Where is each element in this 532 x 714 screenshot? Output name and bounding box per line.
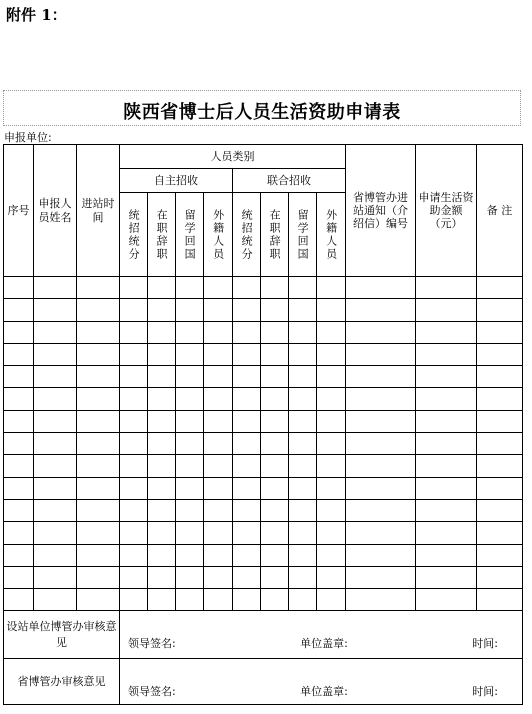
table-cell[interactable] [317, 589, 346, 611]
table-cell[interactable] [34, 433, 77, 455]
table-cell[interactable] [261, 277, 289, 299]
table-cell[interactable] [148, 366, 176, 388]
table-cell[interactable] [261, 299, 289, 321]
table-cell[interactable] [34, 499, 77, 521]
table-cell[interactable] [346, 343, 416, 365]
table-cell[interactable] [289, 299, 317, 321]
subcol-header: 留学回国 [176, 193, 204, 277]
table-cell[interactable] [204, 544, 233, 566]
table-cell[interactable] [176, 477, 204, 499]
table-cell[interactable] [4, 433, 34, 455]
table-cell[interactable] [34, 544, 77, 566]
table-cell[interactable] [346, 477, 416, 499]
table-row [4, 589, 523, 611]
table-cell[interactable] [77, 299, 120, 321]
header-joint-recruit: 联合招收 [233, 169, 346, 193]
table-cell[interactable] [289, 321, 317, 343]
table-cell[interactable] [477, 433, 523, 455]
table-cell[interactable] [4, 566, 34, 588]
table-cell[interactable] [4, 455, 34, 477]
table-cell[interactable] [261, 589, 289, 611]
table-cell[interactable] [176, 566, 204, 588]
table-cell[interactable] [204, 299, 233, 321]
table-cell[interactable] [346, 455, 416, 477]
subcol-header: 在职辞职 [261, 193, 289, 277]
table-cell[interactable] [176, 589, 204, 611]
table-cell[interactable] [416, 589, 477, 611]
table-cell[interactable] [233, 522, 261, 544]
table-cell[interactable] [261, 343, 289, 365]
table-cell[interactable] [77, 477, 120, 499]
table-cell[interactable] [120, 410, 148, 432]
table-cell[interactable] [261, 522, 289, 544]
table-cell[interactable] [317, 499, 346, 521]
table-cell[interactable] [77, 522, 120, 544]
table-cell[interactable] [204, 366, 233, 388]
table-cell[interactable] [204, 343, 233, 365]
table-cell[interactable] [148, 455, 176, 477]
table-cell[interactable] [346, 410, 416, 432]
table-cell[interactable] [34, 410, 77, 432]
table-cell[interactable] [176, 388, 204, 410]
table-cell[interactable] [477, 299, 523, 321]
table-cell[interactable] [416, 366, 477, 388]
table-cell[interactable] [120, 544, 148, 566]
table-cell[interactable] [416, 388, 477, 410]
table-cell[interactable] [233, 566, 261, 588]
table-cell[interactable] [148, 522, 176, 544]
time-label: 时间: [472, 685, 498, 699]
table-cell[interactable] [120, 433, 148, 455]
table-cell[interactable] [289, 544, 317, 566]
subcol-header: 外籍人员 [204, 193, 233, 277]
table-cell[interactable] [4, 522, 34, 544]
table-cell[interactable] [4, 321, 34, 343]
table-cell[interactable] [4, 277, 34, 299]
unit-seal-label: 单位盖章: [300, 685, 348, 699]
header-row-1 [4, 145, 523, 169]
table-cell[interactable] [289, 277, 317, 299]
table-cell[interactable] [233, 410, 261, 432]
table-cell[interactable] [176, 410, 204, 432]
table-cell[interactable] [204, 477, 233, 499]
table-cell[interactable] [261, 388, 289, 410]
table-cell[interactable] [346, 566, 416, 588]
province-review-label: 省博管办审核意见 [4, 659, 120, 705]
table-cell[interactable] [4, 589, 34, 611]
header-amount: 申请生活资助金额（元） [416, 145, 477, 277]
table-row [4, 388, 523, 410]
subcol-header: 外籍人员 [317, 193, 346, 277]
table-cell[interactable] [120, 343, 148, 365]
table-cell[interactable] [120, 299, 148, 321]
table-cell[interactable] [120, 566, 148, 588]
table-cell[interactable] [416, 566, 477, 588]
table-cell[interactable] [176, 433, 204, 455]
table-cell[interactable] [148, 277, 176, 299]
table-cell[interactable] [34, 277, 77, 299]
table-cell[interactable] [204, 388, 233, 410]
table-cell[interactable] [416, 321, 477, 343]
table-cell[interactable] [34, 343, 77, 365]
table-cell[interactable] [77, 589, 120, 611]
subcol-header: 在职辞职 [148, 193, 176, 277]
table-cell[interactable] [346, 522, 416, 544]
table-cell[interactable] [233, 499, 261, 521]
table-cell[interactable] [34, 589, 77, 611]
table-cell[interactable] [289, 433, 317, 455]
table-cell[interactable] [261, 544, 289, 566]
table-cell[interactable] [120, 499, 148, 521]
table-cell[interactable] [148, 433, 176, 455]
table-cell[interactable] [477, 366, 523, 388]
table-cell[interactable] [477, 388, 523, 410]
table-cell[interactable] [317, 277, 346, 299]
header-remarks: 备 注 [477, 145, 523, 277]
table-cell[interactable] [477, 277, 523, 299]
table-cell[interactable] [416, 299, 477, 321]
table-cell[interactable] [477, 477, 523, 499]
table-cell[interactable] [176, 277, 204, 299]
table-cell[interactable] [317, 343, 346, 365]
table-cell[interactable] [176, 544, 204, 566]
table-cell[interactable] [346, 321, 416, 343]
table-cell[interactable] [4, 388, 34, 410]
table-cell[interactable] [120, 589, 148, 611]
subcol-header: 留学回国 [289, 193, 317, 277]
table-cell[interactable] [317, 522, 346, 544]
table-row [4, 566, 523, 588]
table-cell[interactable] [233, 544, 261, 566]
table-row [4, 499, 523, 521]
table-cell[interactable] [120, 366, 148, 388]
subcol-header: 统招统分 [233, 193, 261, 277]
attachment-label: 附件 1： [6, 6, 67, 24]
table-row [4, 522, 523, 544]
unit-seal-label: 单位盖章: [300, 637, 348, 651]
header-notice-no: 省博管办进站通知（介绍信）编号 [346, 145, 416, 277]
table-cell[interactable] [204, 277, 233, 299]
table-row [4, 366, 523, 388]
footer-province-review-row [4, 659, 523, 705]
table-cell[interactable] [204, 455, 233, 477]
table-cell[interactable] [176, 321, 204, 343]
table-cell[interactable] [289, 522, 317, 544]
table-cell[interactable] [34, 566, 77, 588]
table-cell[interactable] [289, 343, 317, 365]
table-cell[interactable] [416, 277, 477, 299]
table-cell[interactable] [120, 277, 148, 299]
table-cell[interactable] [317, 321, 346, 343]
table-cell[interactable] [477, 566, 523, 588]
table-cell[interactable] [148, 410, 176, 432]
table-cell[interactable] [317, 455, 346, 477]
table-cell[interactable] [120, 455, 148, 477]
table-cell[interactable] [416, 522, 477, 544]
province-review-sign-area[interactable] [120, 659, 523, 705]
table-cell[interactable] [4, 499, 34, 521]
table-cell[interactable] [477, 410, 523, 432]
table-cell[interactable] [317, 366, 346, 388]
subcol-header: 统招统分 [120, 193, 148, 277]
table-cell[interactable] [34, 522, 77, 544]
table-cell[interactable] [346, 277, 416, 299]
table-cell[interactable] [120, 321, 148, 343]
table-cell[interactable] [416, 433, 477, 455]
table-cell[interactable] [233, 433, 261, 455]
table-cell[interactable] [77, 277, 120, 299]
table-cell[interactable] [261, 433, 289, 455]
table-cell[interactable] [289, 455, 317, 477]
table-cell[interactable] [416, 343, 477, 365]
table-cell[interactable] [4, 343, 34, 365]
table-cell[interactable] [148, 499, 176, 521]
table-cell[interactable] [148, 589, 176, 611]
table-cell[interactable] [34, 321, 77, 343]
table-cell[interactable] [233, 455, 261, 477]
table-cell[interactable] [204, 410, 233, 432]
table-cell[interactable] [289, 499, 317, 521]
table-row [4, 343, 523, 365]
table-cell[interactable] [4, 299, 34, 321]
station-review-label: 设站单位博管办审核意见 [4, 611, 120, 659]
table-cell[interactable] [261, 455, 289, 477]
header-applicant-name: 申报人员姓名 [34, 145, 77, 277]
table-cell[interactable] [416, 455, 477, 477]
table-cell[interactable] [261, 321, 289, 343]
unit-label: 申报单位: [4, 131, 52, 144]
table-cell[interactable] [317, 477, 346, 499]
table-cell[interactable] [477, 321, 523, 343]
header-category: 人员类别 [120, 145, 346, 169]
table-cell[interactable] [77, 388, 120, 410]
table-cell[interactable] [346, 299, 416, 321]
table-row [4, 277, 523, 299]
table-cell[interactable] [4, 477, 34, 499]
table-row [4, 321, 523, 343]
table-cell[interactable] [233, 477, 261, 499]
table-row [4, 299, 523, 321]
table-cell[interactable] [317, 410, 346, 432]
table-cell[interactable] [148, 388, 176, 410]
table-cell[interactable] [477, 455, 523, 477]
table-cell[interactable] [34, 477, 77, 499]
table-cell[interactable] [148, 544, 176, 566]
table-cell[interactable] [148, 299, 176, 321]
table-cell[interactable] [416, 544, 477, 566]
footer-station-review-row [4, 611, 523, 659]
table-cell[interactable] [289, 589, 317, 611]
table-cell[interactable] [261, 477, 289, 499]
table-row [4, 410, 523, 432]
table-cell[interactable] [77, 544, 120, 566]
table-cell[interactable] [4, 544, 34, 566]
table-cell[interactable] [416, 477, 477, 499]
table-cell[interactable] [34, 455, 77, 477]
table-cell[interactable] [77, 410, 120, 432]
table-cell[interactable] [77, 321, 120, 343]
leader-sign-label: 领导签名: [128, 637, 176, 651]
table-cell[interactable] [176, 455, 204, 477]
table-cell[interactable] [289, 410, 317, 432]
table-cell[interactable] [416, 410, 477, 432]
table-cell[interactable] [148, 477, 176, 499]
table-cell[interactable] [77, 343, 120, 365]
station-review-sign-area[interactable] [120, 611, 523, 659]
table-cell[interactable] [346, 433, 416, 455]
table-cell[interactable] [120, 477, 148, 499]
table-cell[interactable] [346, 544, 416, 566]
table-cell[interactable] [233, 343, 261, 365]
table-row [4, 477, 523, 499]
time-label: 时间: [472, 637, 498, 651]
table-cell[interactable] [317, 566, 346, 588]
table-cell[interactable] [289, 366, 317, 388]
table-cell[interactable] [204, 566, 233, 588]
table-cell[interactable] [346, 589, 416, 611]
table-cell[interactable] [34, 366, 77, 388]
table-cell[interactable] [176, 343, 204, 365]
table-cell[interactable] [148, 566, 176, 588]
table-cell[interactable] [77, 499, 120, 521]
table-cell[interactable] [261, 566, 289, 588]
table-cell[interactable] [34, 388, 77, 410]
table-cell[interactable] [477, 544, 523, 566]
table-cell[interactable] [34, 299, 77, 321]
form-title: 陕西省博士后人员生活资助申请表 [123, 102, 401, 123]
table-row [4, 544, 523, 566]
table-cell[interactable] [233, 366, 261, 388]
table-cell[interactable] [204, 589, 233, 611]
table-cell[interactable] [233, 321, 261, 343]
table-cell[interactable] [289, 477, 317, 499]
table-cell[interactable] [346, 366, 416, 388]
table-cell[interactable] [4, 366, 34, 388]
table-cell[interactable] [77, 455, 120, 477]
table-cell[interactable] [317, 388, 346, 410]
header-entry-time: 进站时间 [77, 145, 120, 277]
table-cell[interactable] [346, 388, 416, 410]
table-row [4, 455, 523, 477]
table-cell[interactable] [77, 366, 120, 388]
title-box [3, 90, 521, 126]
table-cell[interactable] [77, 566, 120, 588]
leader-sign-label: 领导签名: [128, 685, 176, 699]
table-cell[interactable] [317, 299, 346, 321]
table-cell[interactable] [77, 433, 120, 455]
table-cell[interactable] [261, 499, 289, 521]
header-seq: 序号 [4, 145, 34, 277]
table-cell[interactable] [261, 366, 289, 388]
table-cell[interactable] [204, 499, 233, 521]
table-cell[interactable] [233, 299, 261, 321]
table-cell[interactable] [120, 522, 148, 544]
table-cell[interactable] [148, 321, 176, 343]
table-cell[interactable] [289, 388, 317, 410]
table-cell[interactable] [261, 410, 289, 432]
table-cell[interactable] [204, 321, 233, 343]
table-cell[interactable] [4, 410, 34, 432]
table-cell[interactable] [148, 343, 176, 365]
table-cell[interactable] [176, 522, 204, 544]
table-cell[interactable] [176, 499, 204, 521]
table-cell[interactable] [477, 522, 523, 544]
table-cell[interactable] [477, 589, 523, 611]
table-cell[interactable] [416, 499, 477, 521]
table-cell[interactable] [477, 343, 523, 365]
table-cell[interactable] [120, 388, 148, 410]
table-cell[interactable] [346, 499, 416, 521]
table-cell[interactable] [204, 433, 233, 455]
table-cell[interactable] [317, 433, 346, 455]
table-row [4, 433, 523, 455]
application-table [3, 144, 523, 705]
table-cell[interactable] [289, 566, 317, 588]
table-cell[interactable] [176, 366, 204, 388]
table-cell[interactable] [477, 499, 523, 521]
header-self-recruit: 自主招收 [120, 169, 233, 193]
table-cell[interactable] [233, 388, 261, 410]
table-cell[interactable] [204, 522, 233, 544]
table-cell[interactable] [233, 589, 261, 611]
table-cell[interactable] [317, 544, 346, 566]
table-cell[interactable] [176, 299, 204, 321]
table-cell[interactable] [233, 277, 261, 299]
